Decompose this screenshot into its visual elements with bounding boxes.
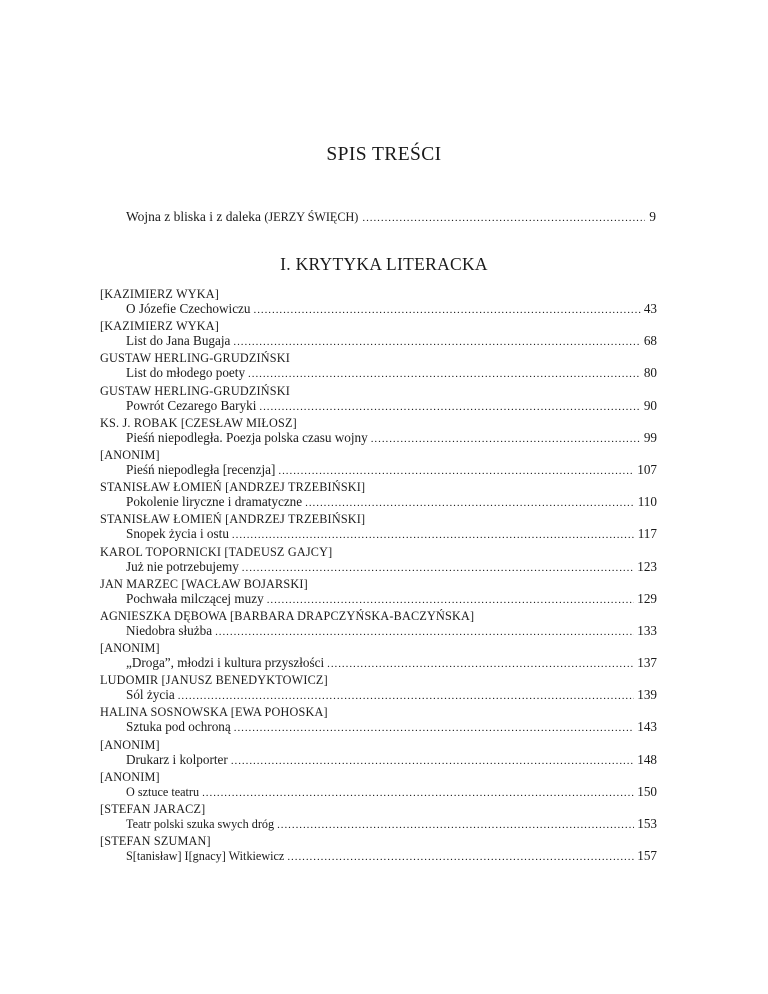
entry-page-number: 99 bbox=[643, 429, 657, 445]
toc-entry bbox=[100, 512, 657, 544]
entry-title: Już nie potrzebujemy bbox=[126, 558, 239, 574]
entry-line bbox=[126, 462, 657, 479]
entry-author: [KAZIMIERZ WYKA] bbox=[100, 287, 220, 301]
entry-title: Niedobra służba bbox=[126, 622, 213, 638]
section-heading: I. KRYTYKA LITERACKA bbox=[280, 254, 488, 274]
entry-line bbox=[126, 591, 657, 608]
entry-author: GUSTAW HERLING-GRUDZIŃSKI bbox=[100, 383, 291, 398]
entry-title: O sztuce teatru bbox=[126, 784, 200, 799]
entry-author: HALINA SOSNOWSKA [EWA POHOSKA] bbox=[100, 705, 328, 720]
entry-page-number: 107 bbox=[637, 461, 657, 477]
entry-title: Pieśń niepodległa. Poezja polska czasu wojny bbox=[126, 429, 368, 445]
dot-leader bbox=[242, 560, 634, 576]
toc-entry bbox=[100, 319, 657, 351]
entry-line bbox=[126, 623, 657, 640]
entry-line bbox=[126, 687, 657, 704]
dot-leader bbox=[259, 399, 640, 415]
entry-line bbox=[126, 494, 657, 511]
entry-title: Pieśń niepodległa [recenzja] bbox=[126, 461, 276, 477]
entry-page-number: 153 bbox=[637, 816, 657, 831]
entry-page-number: 43 bbox=[643, 301, 657, 316]
entry-author: [ANONIM] bbox=[100, 641, 160, 656]
entry-title: Powrót Cezarego Baryki bbox=[126, 397, 257, 413]
dot-leader bbox=[254, 302, 641, 318]
entry-title: Sztuka pod ochroną bbox=[126, 719, 231, 735]
entry-title: S[tanisław] I[gnacy] Witkiewicz bbox=[126, 849, 285, 864]
entry-title: List do Jana Bugaja bbox=[126, 333, 231, 349]
entry-author: AGNIESZKA DĘBOWA [BARBARA DRAPCZYŃSKA-BACZYŃSKA] bbox=[100, 608, 475, 623]
entry-page-number: 137 bbox=[637, 655, 657, 671]
entry-page-number: 80 bbox=[643, 365, 657, 381]
toc-entry bbox=[100, 834, 657, 866]
dot-leader bbox=[278, 463, 634, 479]
entry-author: [STEFAN JARACZ] bbox=[100, 802, 206, 816]
intro-title-text: Wojna z bliska i z daleka bbox=[126, 209, 261, 224]
intro-page-number: 9 bbox=[649, 209, 656, 224]
toc-entry bbox=[100, 770, 657, 802]
entry-line bbox=[126, 848, 657, 865]
entry-author: [KAZIMIERZ WYKA] bbox=[100, 319, 220, 334]
entry-title: Drukarz i kolporter bbox=[126, 751, 228, 767]
dot-leader bbox=[277, 817, 634, 833]
dot-leader bbox=[234, 720, 634, 736]
entry-author: KAROL TOPORNICKI [TADEUSZ GAJCY] bbox=[100, 544, 333, 559]
entry-author: GUSTAW HERLING-GRUDZIŃSKI bbox=[100, 351, 291, 366]
dot-leader bbox=[215, 624, 634, 640]
entry-page-number: 110 bbox=[637, 494, 657, 510]
toc-entry bbox=[100, 416, 657, 448]
entry-line bbox=[126, 719, 657, 736]
entry-line bbox=[126, 333, 657, 350]
intro-title bbox=[126, 209, 358, 225]
toc-entry bbox=[100, 738, 657, 770]
dot-leader bbox=[178, 688, 635, 704]
dot-leader bbox=[202, 785, 634, 801]
entry-author: [ANONIM] bbox=[100, 447, 160, 462]
toc-entry bbox=[100, 705, 657, 737]
entry-title: Sól życia bbox=[126, 687, 175, 703]
toc-entry bbox=[100, 802, 657, 834]
entry-title: List do młodego poety bbox=[126, 365, 246, 381]
dot-leader bbox=[287, 849, 634, 865]
entry-title: Teatr polski szuka swych dróg bbox=[126, 817, 275, 831]
toc-list bbox=[100, 287, 657, 866]
entry-page-number: 90 bbox=[643, 397, 657, 413]
entry-title: Pokolenie liryczne i dramatyczne bbox=[126, 494, 303, 510]
entry-author: JAN MARZEC [WACŁAW BOJARSKI] bbox=[100, 576, 308, 591]
entry-line bbox=[126, 430, 657, 447]
entry-page-number: 117 bbox=[637, 526, 657, 542]
dot-leader bbox=[305, 495, 635, 511]
dot-leader bbox=[233, 334, 640, 350]
entry-line bbox=[126, 816, 657, 833]
entry-page-number: 68 bbox=[643, 333, 657, 349]
entry-author: LUDOMIR [JANUSZ BENEDYKTOWICZ] bbox=[100, 673, 328, 688]
intro-entry bbox=[126, 209, 656, 225]
entry-author: STANISŁAW ŁOMIEŃ [ANDRZEJ TRZEBIŃSKI] bbox=[100, 480, 366, 495]
entry-author: KS. J. ROBAK [CZESŁAW MIŁOSZ] bbox=[100, 415, 297, 430]
entry-page-number: 143 bbox=[637, 719, 657, 735]
toc-entry bbox=[100, 287, 657, 319]
entry-page-number: 150 bbox=[637, 783, 657, 799]
entry-author: [ANONIM] bbox=[100, 769, 160, 784]
toc-entry bbox=[100, 384, 657, 416]
toc-entry bbox=[100, 480, 657, 512]
entry-line bbox=[126, 655, 657, 672]
entry-line bbox=[126, 301, 657, 318]
entry-author: [STEFAN SZUMAN] bbox=[100, 834, 211, 849]
toc-entry bbox=[100, 351, 657, 383]
toc-entry bbox=[100, 545, 657, 577]
entry-title: Snopek życia i ostu bbox=[126, 526, 229, 542]
toc-entry bbox=[100, 577, 657, 609]
dot-leader bbox=[362, 212, 645, 224]
toc-entry bbox=[100, 609, 657, 641]
dot-leader bbox=[267, 592, 635, 608]
entry-author: [ANONIM] bbox=[100, 737, 160, 752]
dot-leader bbox=[327, 656, 634, 672]
entry-line bbox=[126, 784, 657, 801]
dot-leader bbox=[248, 366, 641, 382]
entry-page-number: 133 bbox=[637, 622, 657, 638]
entry-line bbox=[126, 526, 657, 543]
entry-page-number: 129 bbox=[637, 590, 657, 606]
page-title: SPIS TREŚCI bbox=[326, 144, 442, 165]
entry-line bbox=[126, 398, 657, 415]
entry-author: STANISŁAW ŁOMIEŃ [ANDRZEJ TRZEBIŃSKI] bbox=[100, 512, 366, 527]
dot-leader bbox=[231, 753, 634, 769]
entry-page-number: 148 bbox=[637, 751, 657, 767]
toc-entry bbox=[100, 448, 657, 480]
entry-line bbox=[126, 752, 657, 769]
toc-entry bbox=[100, 673, 657, 705]
entry-line bbox=[126, 365, 657, 382]
entry-line bbox=[126, 559, 657, 576]
entry-page-number: 157 bbox=[637, 848, 657, 864]
entry-title: O Józefie Czechowiczu bbox=[126, 301, 251, 316]
entry-page-number: 139 bbox=[637, 687, 657, 703]
dot-leader bbox=[232, 527, 635, 543]
entry-page-number: 123 bbox=[637, 558, 657, 574]
toc-entry bbox=[100, 641, 657, 673]
intro-author: (JERZY ŚWIĘCH) bbox=[264, 210, 359, 224]
entry-title: „Droga”, młodzi i kultura przyszłości bbox=[126, 655, 325, 671]
entry-title: Pochwała milczącej muzy bbox=[126, 590, 264, 606]
dot-leader bbox=[371, 431, 641, 447]
